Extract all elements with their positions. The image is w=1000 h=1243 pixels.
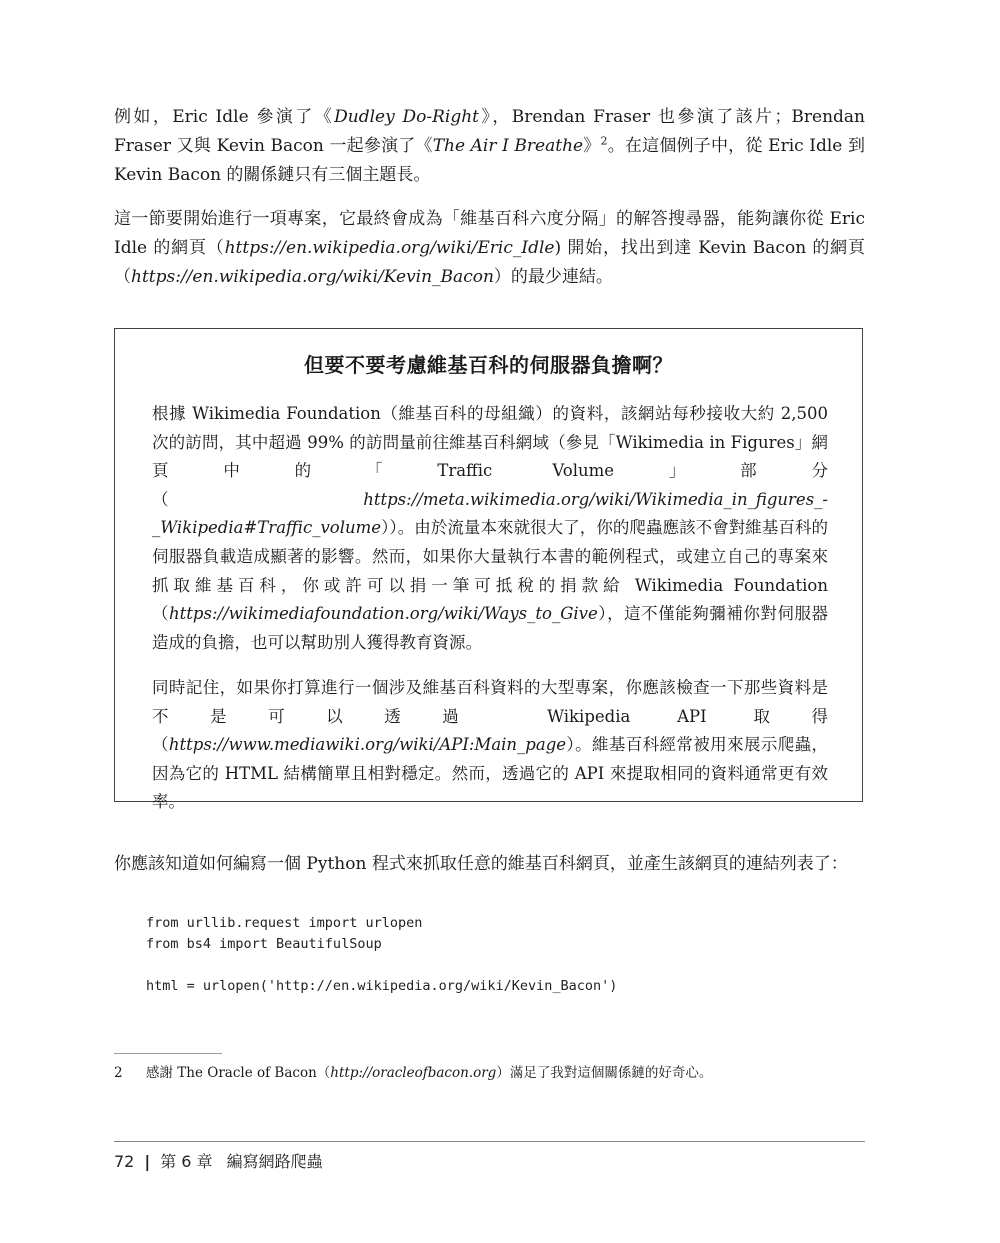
text-run: 》	[583, 136, 601, 156]
sidebar-box	[114, 328, 863, 812]
sidebar-paragraph	[152, 400, 828, 657]
text-run: ），這不僅能夠彌補你對伺服器造成的負擔，也可以幫助別人獲得教育資源。	[152, 604, 829, 652]
url-link[interactable]: https://wikimediafoundation.org/wiki/Ways_to_Give	[169, 604, 598, 624]
code-block	[146, 913, 617, 997]
sidebar-paragraph	[152, 674, 828, 817]
text-run: ）滿足了我對這個關係鏈的好奇心。	[496, 1065, 713, 1081]
paragraph-python: 你應該知道如何編寫一個 Python 程式來抓取任意的維基百科網頁，並產生該網頁的連結列表了：	[114, 854, 848, 874]
text-run: ）。維基百科經常被用來展示爬蟲，因為它的 HTML 結構簡單且相對穩定。然而，透過它的 API 來提取相同的資料通常更有效率。	[152, 735, 829, 812]
footer-divider	[114, 1141, 865, 1142]
chapter-title: 編寫網路爬蟲	[226, 1152, 323, 1171]
film-title: The Air I Breathe	[432, 136, 584, 156]
url-link[interactable]: https://en.wikipedia.org/wiki/Kevin_Bacon	[131, 267, 494, 287]
footnote-divider	[114, 1053, 222, 1054]
paragraph-project	[114, 205, 865, 292]
running-footer	[114, 1150, 323, 1174]
code-line: html = urlopen('http://en.wikipedia.org/wiki/Kevin_Bacon')	[146, 978, 618, 994]
text-run: 。在這個例子中，從 Eric Idle 到 Kevin Bacon 的關係鏈只有三個主題長。	[114, 136, 865, 185]
text-run: ）的最少連結。	[493, 267, 613, 287]
chapter-number: 第 6 章	[160, 1152, 213, 1171]
code-line: from urllib.request import urlopen	[146, 915, 423, 931]
footnote-reference[interactable]: 2	[600, 134, 608, 148]
page-number: 72	[114, 1152, 135, 1171]
sidebar-title: 但要不要考慮維基百科的伺服器負擔啊？	[304, 353, 673, 377]
footnote	[114, 1063, 865, 1083]
url-link[interactable]: https://meta.wikimedia.org/wiki/Wikimedia_in_figures_-_Wikipedia#Traffic_volume	[152, 489, 828, 538]
film-title: Dudley Do-Right	[334, 107, 479, 127]
text-run: 同時記住，如果你打算進行一個涉及維基百科資料的大型專案，你應該檢查一下那些資料是不是可以透過 Wikipedia API 取得（	[152, 678, 828, 755]
footer-separator: |	[144, 1152, 151, 1171]
text-run: ））。由於流量本來就很大了，你的爬蟲應該不會對維基百科的伺服器負載造成顯著的影響。然而，如果你大量執行本書的範例程式，或建立自己的專案來抓取維基百科，你或許可以捐一筆可抵稅的捐款給 Wikimedia Foundation（	[152, 518, 828, 624]
url-link[interactable]: https://www.mediawiki.org/wiki/API:Main_page	[168, 735, 567, 755]
text-run: 這一節要開始進行一項專案，它最終會成為「維基百科六度分隔」的解答搜尋器，能夠讓你從 Eric Idle 的網頁（	[114, 209, 865, 258]
text-run: 根據 Wikimedia Foundation（維基百科的母組織）的資料，該網站每秒接收大約 2,500 次的訪問，其中超過 99% 的訪問量前往維基百科網域（參見「Wikimedia in Figures」網頁中的「Traffic Volume」部分（	[152, 404, 828, 509]
url-link[interactable]: http://oracleofbacon.org	[330, 1065, 497, 1081]
url-link[interactable]: https://en.wikipedia.org/wiki/Eric_Idle	[224, 238, 555, 258]
paragraph-intro	[114, 103, 865, 190]
text-run: 》，Brendan Fraser 也參演了該片；Brendan Fraser 又與 Kevin Bacon 一起參演了《	[114, 107, 865, 156]
footnote-number: 2	[114, 1065, 123, 1081]
text-run: 例如，Eric Idle 參演了《	[114, 107, 335, 127]
text-run: ) 開始，找出到達 Kevin Bacon 的網頁（	[114, 238, 866, 287]
text-run: 感謝 The Oracle of Bacon（	[146, 1065, 331, 1081]
code-line: from bs4 import BeautifulSoup	[146, 936, 382, 952]
